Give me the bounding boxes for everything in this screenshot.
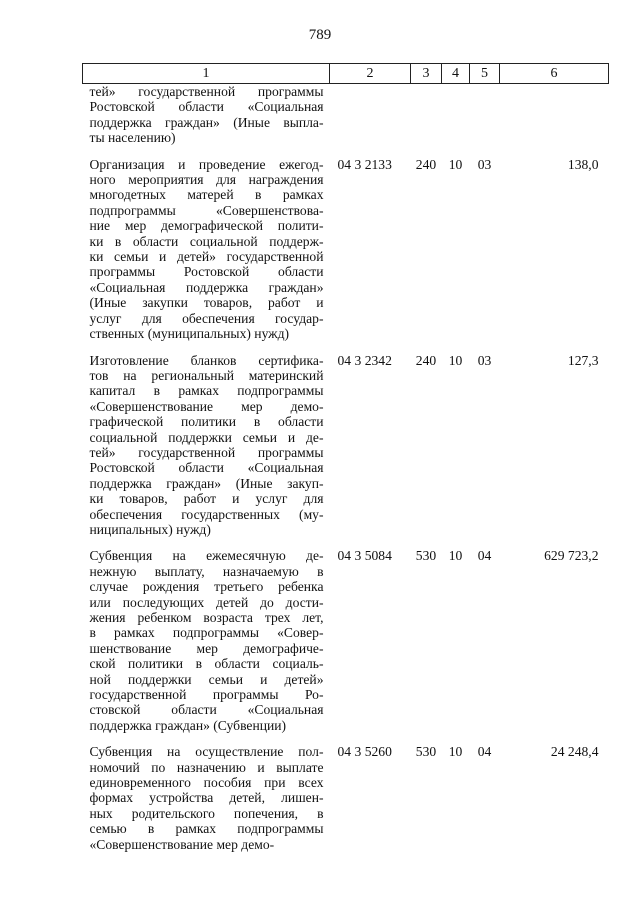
budget-code: 04 3 5084: [337, 548, 392, 564]
budget-code: [330, 84, 411, 157]
description-line: «Совершенствование мер демо-: [89, 398, 324, 414]
description-line: номочий по назначению и выплате: [89, 759, 324, 775]
subsection-code: [470, 84, 500, 157]
description-line: подпрограммы «Совершенствова-: [89, 202, 324, 218]
row-description: [83, 157, 330, 353]
section-code: 10: [448, 548, 463, 564]
section-code: 10: [448, 156, 463, 172]
description-line: государственной программы Ро-: [89, 687, 324, 703]
description-line: ки в области социальной поддерж-: [89, 233, 324, 249]
description-line: нежную выплату, назначаемую в: [89, 563, 324, 579]
row-description: [83, 548, 330, 744]
subsection-code: 03: [477, 352, 492, 368]
description-line: Ростовской области «Социальная: [89, 99, 324, 115]
row-description: [83, 84, 330, 157]
row-description: [83, 353, 330, 549]
description-line: Ростовской области «Социальная: [89, 460, 324, 476]
description-line: услуг для обеспечения государ-: [89, 310, 324, 326]
expense-type-code: [411, 84, 442, 157]
description-line: ты населению): [89, 130, 176, 146]
description-line: ской политики в области социаль-: [89, 656, 324, 672]
description-line: случае рождения третьего ребенка: [89, 579, 324, 595]
description-line: тов на региональный материнский: [89, 367, 324, 383]
table-header-row: [83, 64, 609, 84]
budget-code: 04 3 2342: [337, 352, 392, 368]
description-line: стовской области «Социальная: [89, 702, 324, 718]
description-line: ниципальных) нужд): [89, 521, 211, 537]
table-row: [83, 548, 609, 744]
section-code: [442, 84, 470, 157]
table-body: [83, 84, 609, 864]
subsection-code: 04: [477, 744, 492, 760]
table-row: [83, 744, 609, 863]
description-line: (Иные закупки товаров, работ и: [89, 295, 324, 311]
description-line: ной поддержки семьи и детей»: [89, 671, 324, 687]
column-header-5: 5: [470, 64, 500, 84]
description-line: «Совершенствование мер демо-: [89, 836, 275, 852]
description-line: единовременного пособия при всех: [89, 775, 324, 791]
subsection-code: 03: [477, 156, 492, 172]
table-row: [83, 157, 609, 353]
expense-type-code: 530: [415, 744, 437, 760]
description-line: Организация и проведение ежегод-: [89, 156, 324, 172]
expense-type-code: 530: [415, 548, 437, 564]
description-line: в рамках подпрограммы «Совер-: [89, 625, 324, 641]
description-line: капитал в рамках подпрограммы: [89, 383, 324, 399]
row-description: [83, 744, 330, 863]
table-row: [83, 84, 609, 157]
description-line: социальной поддержки семьи и де-: [89, 429, 324, 445]
description-line: семью в рамках подпрограммы: [89, 821, 324, 837]
expense-type-code: 240: [415, 352, 437, 368]
description-line: обеспечения государственных (му-: [89, 506, 324, 522]
description-line: формах устройства детей, лишен-: [89, 790, 324, 806]
subsection-code: 04: [477, 548, 492, 564]
description-line: ки семьи и детей» государственной: [89, 249, 324, 265]
description-line: графической политики в области: [89, 414, 324, 430]
description-line: тей» государственной программы: [89, 444, 324, 460]
description-line: Изготовление бланков сертифика-: [89, 352, 324, 368]
budget-code: 04 3 2133: [337, 156, 392, 172]
column-header-6: 6: [500, 64, 609, 84]
column-header-4: 4: [442, 64, 470, 84]
column-header-1: 1: [83, 64, 330, 84]
budget-code: 04 3 5260: [337, 744, 392, 760]
page-number: 789: [308, 27, 332, 43]
description-line: Субвенция на ежемесячную де-: [89, 548, 324, 564]
expense-type-code: 240: [415, 156, 437, 172]
description-line: ственных (муниципальных) нужд): [89, 326, 290, 342]
section-code: 10: [448, 352, 463, 368]
column-header-2: 2: [330, 64, 411, 84]
description-line: Субвенция на осуществление пол-: [89, 744, 324, 760]
description-line: шенствование мер демографиче-: [89, 640, 324, 656]
description-line: ние мер демографической полити-: [89, 218, 324, 234]
description-line: программы Ростовской области: [89, 264, 324, 280]
amount: 138,0: [567, 156, 599, 172]
description-line: ки товаров, работ и услуг для: [89, 491, 324, 507]
description-line: ного мероприятия для награждения: [89, 172, 324, 188]
amount: [500, 84, 609, 157]
amount: 24 248,4: [550, 744, 599, 760]
budget-table: [82, 63, 609, 863]
description-line: жения ребенком возраста трех лет,: [89, 610, 324, 625]
description-line: или последующих детей до дости-: [89, 594, 324, 610]
description-line: «Социальная поддержка граждан»: [89, 279, 324, 295]
description-line: тей» государственной программы: [89, 84, 324, 99]
description-line: ных родительского попечения, в: [89, 805, 324, 821]
table-row: [83, 353, 609, 549]
amount: 629 723,2: [544, 548, 599, 564]
description-line: поддержка граждан» (Иные закуп-: [89, 475, 324, 491]
description-line: многодетных матерей в рамках: [89, 187, 324, 203]
amount: 127,3: [567, 352, 599, 368]
column-header-3: 3: [411, 64, 442, 84]
description-line: поддержка граждан» (Иные выпла-: [89, 114, 324, 130]
section-code: 10: [448, 744, 463, 760]
description-line: поддержка граждан» (Субвенции): [89, 717, 287, 733]
